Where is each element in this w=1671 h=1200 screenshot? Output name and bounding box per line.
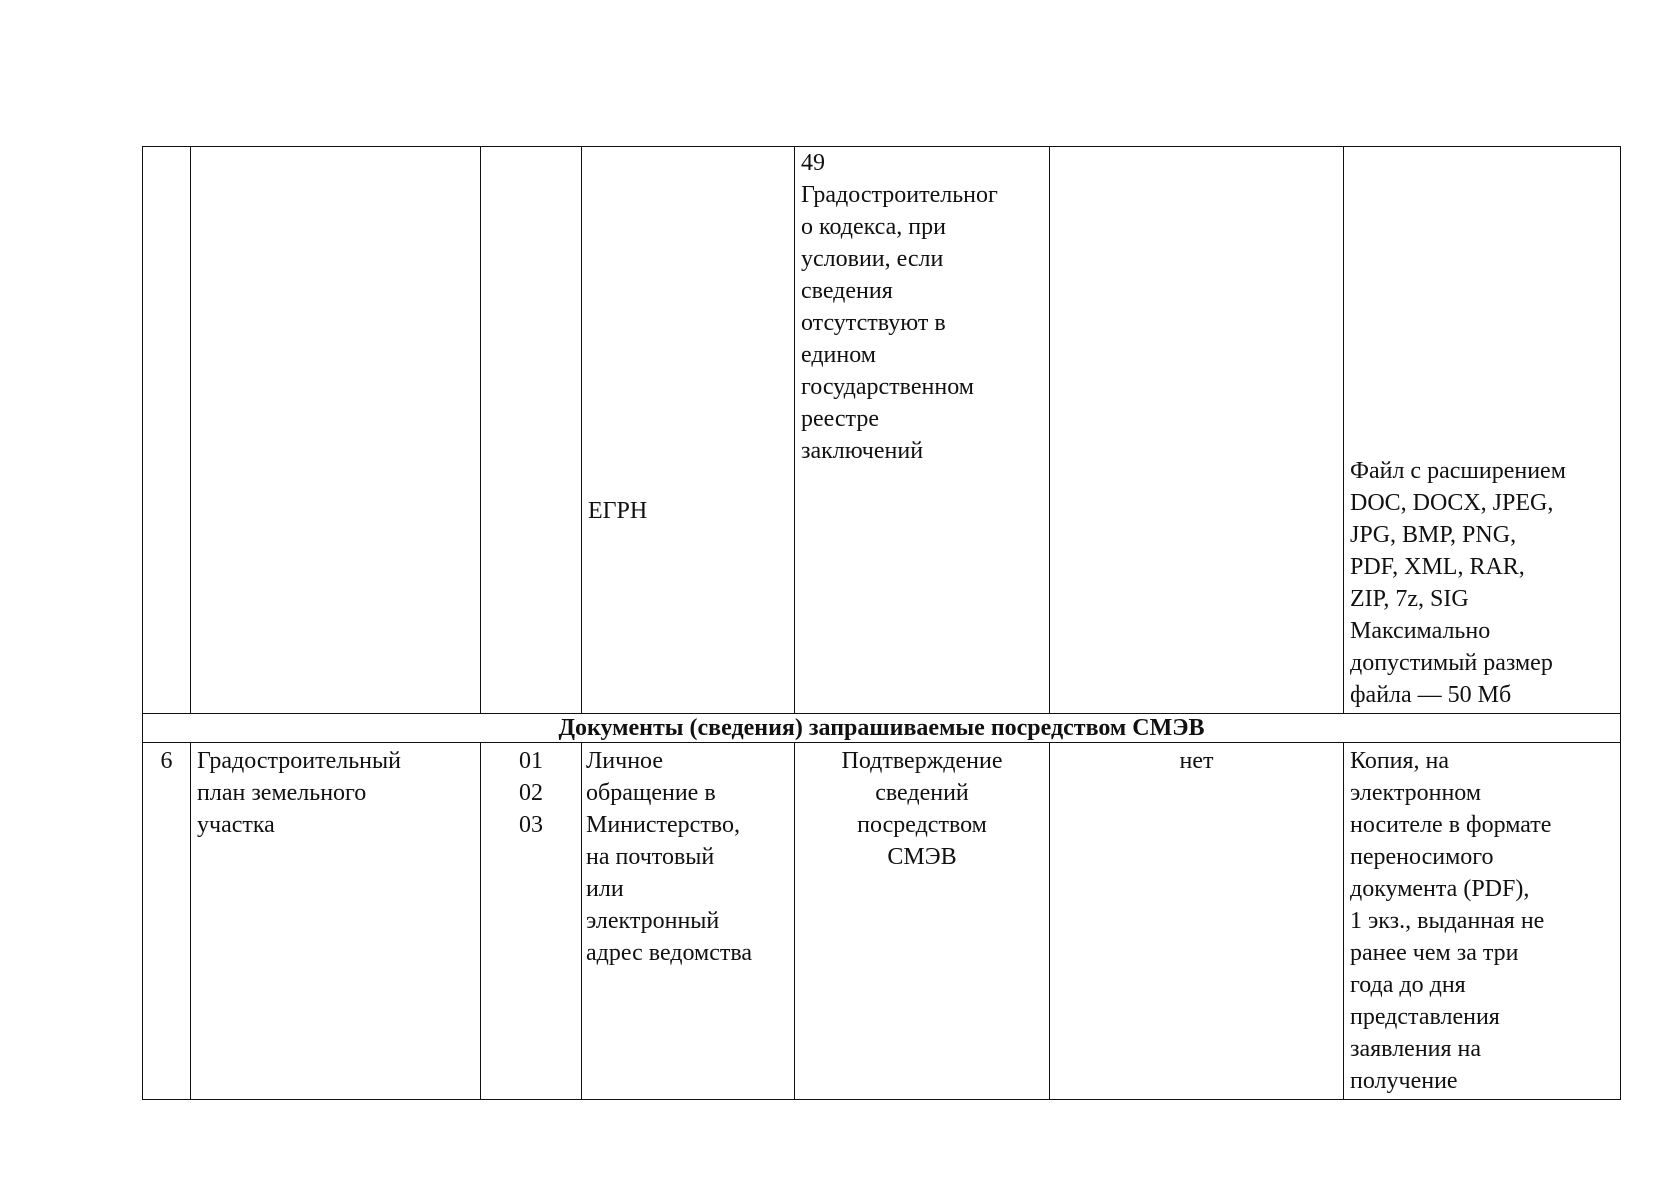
table-row <box>143 147 1621 714</box>
submission-method: Личное обращение в Министерство, на почтовый или электронный адрес ведомства <box>582 743 795 1100</box>
row-number: 6 <box>143 743 191 1100</box>
section-header-row <box>143 714 1621 743</box>
cell-conditions: 49 Градостроительног о кодекса, при условии, если сведения отсутствуют в едином государственном реестре заключений <box>795 147 1050 714</box>
cell-document-name <box>191 147 481 714</box>
cell-number <box>143 147 191 714</box>
table-row <box>143 743 1621 1100</box>
document-codes: 01 02 03 <box>481 743 582 1100</box>
egrn-text: ЕГРН <box>588 498 648 524</box>
section-title: Документы (сведения) запрашиваемые посредством СМЭВ <box>143 714 1621 743</box>
cell-file-requirements: Файл с расширением DOC, DOCX, JPEG, JPG, BMP, PNG, PDF, XML, RAR, ZIP, 7z, SIG Максимально допустимый размер файла — 50 Мб <box>1344 147 1621 714</box>
document-requirements: Копия, на электронном носителе в формате переносимого документа (PDF), 1 экз., выданная не ранее чем за три года до дня представления заявления на получение <box>1344 743 1621 1100</box>
cell-flag <box>1050 147 1344 714</box>
cell-codes <box>481 147 582 714</box>
flag-value: нет <box>1050 743 1344 1100</box>
document-name: Градостроительный план земельного участка <box>191 743 481 1100</box>
cell-source <box>582 147 795 714</box>
requirements-table <box>142 146 1621 1100</box>
confirmation-method: Подтверждение сведений посредством СМЭВ <box>795 743 1050 1100</box>
